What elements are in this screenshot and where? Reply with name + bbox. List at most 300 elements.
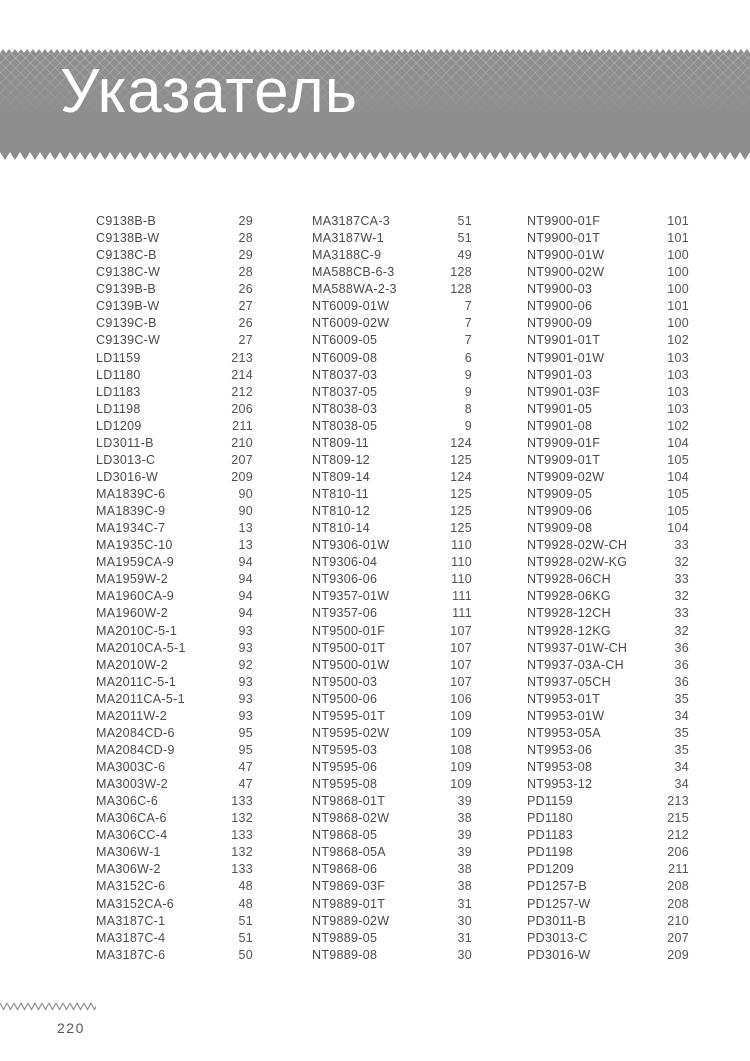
index-entry-page: 39 — [457, 845, 472, 860]
index-row — [312, 776, 472, 793]
index-entry-code: MA3188C-9 — [312, 248, 382, 263]
index-entry-code: MA2084CD-9 — [96, 742, 175, 757]
index-entry-page: 100 — [667, 282, 689, 297]
index-entry-code: MA306CA-6 — [96, 811, 167, 826]
index-row — [527, 691, 689, 708]
index-row — [312, 896, 472, 913]
index-entry-code: PD1180 — [527, 811, 574, 826]
index-row — [527, 435, 689, 452]
index-row — [527, 452, 689, 469]
index-row — [527, 657, 689, 674]
index-row — [312, 623, 472, 640]
index-entry-page: 109 — [450, 725, 472, 740]
index-entry-page: 133 — [231, 828, 253, 843]
index-entry-page: 94 — [238, 572, 253, 587]
index-entry-code: PD1183 — [527, 828, 574, 843]
index-row — [527, 861, 689, 878]
index-entry-code: PD1257-B — [527, 879, 588, 894]
index-entry-page: 209 — [667, 947, 689, 962]
index-entry-page: 38 — [457, 811, 472, 826]
index-row — [96, 247, 253, 264]
index-entry-code: NT809-14 — [312, 469, 370, 484]
index-entry-code: MA1960CA-9 — [96, 589, 175, 604]
index-row — [312, 810, 472, 827]
index-entry-page: 215 — [667, 811, 689, 826]
index-row — [527, 810, 689, 827]
index-entry-code: MA3152CA-6 — [96, 896, 175, 911]
index-entry-code: PD3016-W — [527, 947, 591, 962]
index-row — [96, 384, 253, 401]
index-row — [527, 418, 689, 435]
index-entry-code: MA588CB-6-3 — [312, 265, 395, 280]
index-row — [527, 896, 689, 913]
index-row — [312, 588, 472, 605]
index-row — [312, 281, 472, 298]
index-entry-page: 31 — [457, 930, 472, 945]
index-entry-code: MA3187C-6 — [96, 947, 166, 962]
index-row — [527, 537, 689, 554]
index-entry-code: C9138B-W — [96, 231, 160, 246]
index-entry-code: LD1209 — [96, 418, 142, 433]
index-entry-page: 208 — [667, 879, 689, 894]
index-entry-code: C9139C-W — [96, 333, 161, 348]
index-entry-code: NT9909-01T — [527, 452, 601, 467]
index-entry-code: LD3013-C — [96, 452, 156, 467]
index-entry-page: 111 — [452, 606, 472, 621]
index-entry-code: NT9595-02W — [312, 725, 390, 740]
index-row — [312, 486, 472, 503]
index-entry-page: 212 — [231, 384, 253, 399]
index-entry-code: NT9500-01T — [312, 640, 386, 655]
index-entry-page: 9 — [464, 418, 472, 433]
index-entry-code: NT9306-06 — [312, 572, 378, 587]
index-entry-code: NT9889-05 — [312, 930, 378, 945]
index-entry-code: NT9500-06 — [312, 691, 378, 706]
index-entry-code: NT8038-05 — [312, 418, 378, 433]
index-entry-page: 208 — [667, 896, 689, 911]
index-entry-code: NT9900-01F — [527, 214, 601, 228]
index-entry-code: LD1180 — [96, 367, 141, 382]
index-row — [96, 827, 253, 844]
index-row — [96, 588, 253, 605]
index-entry-code: PD1257-W — [527, 896, 591, 911]
index-entry-code: PD1209 — [527, 862, 574, 877]
index-row — [312, 640, 472, 657]
index-entry-code: NT809-11 — [312, 435, 370, 450]
index-entry-code: NT9928-02W-KG — [527, 555, 628, 570]
index-row — [96, 520, 253, 537]
index-row — [96, 861, 253, 878]
index-row — [527, 554, 689, 571]
index-entry-code: NT9928-12KG — [527, 623, 611, 638]
index-entry-page: 29 — [238, 214, 253, 228]
index-entry-code: C9138C-B — [96, 248, 157, 263]
index-entry-code: NT9901-03 — [527, 367, 593, 382]
index-entry-code: MA1839C-6 — [96, 487, 166, 501]
index-entry-code: NT9357-06 — [312, 606, 378, 621]
index-entry-page: 213 — [231, 350, 253, 365]
index-entry-page: 95 — [238, 742, 253, 757]
index-entry-page: 30 — [457, 913, 472, 928]
index-entry-code: MA1934C-7 — [96, 521, 166, 536]
index-entry-page: 9 — [464, 384, 472, 399]
index-row — [96, 315, 253, 332]
index-row — [96, 913, 253, 930]
index-row — [527, 332, 689, 349]
index-row — [527, 281, 689, 298]
index-entry-code: NT9595-01T — [312, 708, 386, 723]
index-row — [96, 486, 253, 503]
banner-background — [0, 53, 750, 152]
index-row — [312, 947, 472, 964]
index-entry-page: 48 — [238, 896, 253, 911]
index-entry-code: C9139C-B — [96, 316, 157, 331]
index-row — [527, 725, 689, 742]
index-entry-page: 108 — [450, 742, 472, 757]
index-entry-page: 49 — [457, 248, 472, 263]
index-row — [527, 930, 689, 947]
index-row — [96, 332, 253, 349]
index-entry-code: MA2011C-5-1 — [96, 674, 177, 689]
index-row — [527, 588, 689, 605]
index-entry-code: NT9901-03F — [527, 384, 601, 399]
index-entry-page: 93 — [238, 623, 253, 638]
index-entry-page: 103 — [667, 350, 689, 365]
index-row — [527, 384, 689, 401]
index-entry-page: 35 — [674, 691, 689, 706]
index-row — [312, 435, 472, 452]
index-entry-code: MA3003W-2 — [96, 777, 168, 792]
index-entry-code: NT810-11 — [312, 487, 370, 501]
index-entry-code: NT810-14 — [312, 521, 370, 536]
index-entry-code: NT9500-01F — [312, 623, 386, 638]
index-row — [527, 759, 689, 776]
index-entry-page: 107 — [450, 674, 472, 689]
index-row — [527, 247, 689, 264]
index-row — [527, 230, 689, 247]
index-row — [96, 230, 253, 247]
index-entry-page: 50 — [238, 947, 253, 962]
index-entry-page: 26 — [238, 282, 253, 297]
index-entry-code: NT9937-05CH — [527, 674, 611, 689]
index-row — [527, 605, 689, 622]
index-entry-page: 94 — [238, 606, 253, 621]
index-entry-page: 128 — [450, 265, 472, 280]
index-entry-page: 209 — [231, 469, 253, 484]
index-entry-code: MA306CC-4 — [96, 828, 168, 843]
index-entry-page: 38 — [457, 879, 472, 894]
index-entry-code: NT9928-12CH — [527, 606, 611, 621]
index-row — [527, 486, 689, 503]
index-entry-page: 125 — [450, 452, 472, 467]
index-row — [96, 844, 253, 861]
index-entry-page: 132 — [231, 845, 253, 860]
index-entry-page: 36 — [674, 657, 689, 672]
index-entry-code: NT9928-06KG — [527, 589, 611, 604]
index-entry-code: NT9953-12 — [527, 777, 593, 792]
index-entry-code: C9138B-B — [96, 214, 157, 228]
index-row — [312, 537, 472, 554]
index-entry-code: NT9901-01T — [527, 333, 601, 348]
index-entry-code: C9139B-W — [96, 299, 160, 314]
index-entry-code: NT9900-02W — [527, 265, 605, 280]
index-entry-code: LD1159 — [96, 350, 141, 365]
index-row — [527, 878, 689, 895]
index-row — [312, 913, 472, 930]
index-entry-page: 13 — [238, 538, 253, 553]
index-row — [312, 264, 472, 281]
index-entry-page: 132 — [231, 811, 253, 826]
index-row — [96, 537, 253, 554]
index-row — [312, 793, 472, 810]
index-entry-code: MA3187CA-3 — [312, 214, 391, 228]
index-row — [312, 674, 472, 691]
index-entry-page: 9 — [464, 367, 472, 382]
index-row — [527, 708, 689, 725]
index-entry-page: 34 — [674, 708, 689, 723]
index-entry-page: 48 — [238, 879, 253, 894]
index-row — [312, 298, 472, 315]
index-row — [312, 844, 472, 861]
index-row — [312, 725, 472, 742]
index-row — [96, 810, 253, 827]
index-entry-page: 94 — [238, 589, 253, 604]
index-entry-page: 107 — [450, 640, 472, 655]
index-entry-code: NT9953-01W — [527, 708, 605, 723]
index-entry-page: 211 — [232, 418, 253, 433]
index-entry-code: NT9868-05A — [312, 845, 386, 860]
index-entry-page: 93 — [238, 674, 253, 689]
index-entry-code: NT9900-06 — [527, 299, 593, 314]
index-entry-code: MA3187C-1 — [96, 913, 166, 928]
index-entry-page: 29 — [238, 248, 253, 263]
index-entry-code: PD1159 — [527, 794, 574, 809]
index-entry-page: 7 — [464, 333, 472, 348]
index-row — [96, 896, 253, 913]
index-entry-page: 105 — [667, 487, 689, 501]
index-entry-code: NT6009-08 — [312, 350, 378, 365]
index-entry-code: NT9909-06 — [527, 504, 593, 519]
index-entry-page: 206 — [231, 401, 253, 416]
index-row — [527, 469, 689, 486]
index-row — [312, 469, 472, 486]
index-entry-page: 32 — [674, 623, 689, 638]
index-row — [312, 350, 472, 367]
index-entry-code: MA1839C-9 — [96, 504, 166, 519]
index-row — [527, 913, 689, 930]
index-row — [96, 605, 253, 622]
index-row — [96, 469, 253, 486]
index-row — [96, 213, 253, 230]
index-entry-page: 33 — [674, 572, 689, 587]
index-entry-page: 101 — [667, 299, 689, 314]
index-row — [96, 930, 253, 947]
index-entry-code: NT9928-06CH — [527, 572, 611, 587]
index-entry-page: 101 — [667, 214, 689, 228]
index-row — [312, 367, 472, 384]
index-row — [96, 571, 253, 588]
page-title: Указатель — [60, 57, 359, 126]
page-number: 220 — [57, 1020, 85, 1036]
index-entry-code: MA3187C-4 — [96, 930, 166, 945]
index-row — [96, 674, 253, 691]
index-entry-code: MA3003C-6 — [96, 760, 166, 774]
index-entry-page: 51 — [238, 930, 253, 945]
index-row — [312, 708, 472, 725]
index-entry-page: 102 — [667, 418, 689, 433]
index-row — [312, 332, 472, 349]
index-entry-page: 33 — [674, 606, 689, 621]
index-entry-page: 51 — [457, 214, 472, 228]
index-entry-code: NT9889-01T — [312, 896, 386, 911]
index-entry-page: 110 — [451, 538, 472, 553]
index-entry-code: LD1183 — [96, 384, 141, 399]
index-entry-code: NT9500-03 — [312, 674, 378, 689]
index-entry-page: 124 — [450, 469, 472, 484]
index-row — [527, 350, 689, 367]
index-entry-page: 104 — [667, 435, 689, 450]
index-entry-code: NT9868-05 — [312, 828, 378, 843]
index-entry-page: 26 — [238, 316, 253, 331]
index-entry-code: C9139B-B — [96, 282, 157, 297]
index-entry-code: MA1959W-2 — [96, 572, 168, 587]
index-entry-page: 105 — [667, 504, 689, 519]
index-row — [527, 264, 689, 281]
index-entry-page: 33 — [674, 538, 689, 553]
index-row — [312, 315, 472, 332]
index-column-1 — [96, 213, 253, 964]
index-row — [312, 861, 472, 878]
index-row — [96, 725, 253, 742]
index-row — [312, 247, 472, 264]
index-entry-code: NT9928-02W-CH — [527, 538, 628, 553]
index-row — [312, 742, 472, 759]
index-entry-page: 100 — [667, 248, 689, 263]
index-row — [96, 350, 253, 367]
title-banner — [0, 49, 750, 160]
index-column-3 — [527, 213, 689, 964]
index-row — [312, 452, 472, 469]
index-entry-code: MA2084CD-6 — [96, 725, 175, 740]
index-entry-code: LD3016-W — [96, 469, 159, 484]
index-entry-code: MA3152C-6 — [96, 879, 166, 894]
index-entry-page: 110 — [451, 555, 472, 570]
index-entry-page: 35 — [674, 725, 689, 740]
index-entry-page: 103 — [667, 384, 689, 399]
index-entry-page: 125 — [450, 487, 472, 501]
index-row — [96, 878, 253, 895]
index-entry-page: 32 — [674, 555, 689, 570]
index-entry-page: 51 — [238, 913, 253, 928]
index-entry-code: NT9901-08 — [527, 418, 593, 433]
index-entry-page: 104 — [667, 521, 689, 536]
index-row — [312, 691, 472, 708]
index-entry-code: MA306C-6 — [96, 794, 159, 809]
index-row — [96, 742, 253, 759]
index-entry-page: 34 — [674, 760, 689, 774]
index-row — [96, 435, 253, 452]
index-row — [527, 298, 689, 315]
index-entry-code: NT9868-02W — [312, 811, 390, 826]
index-entry-page: 133 — [231, 794, 253, 809]
index-entry-code: C9138C-W — [96, 265, 161, 280]
index-entry-code: NT9357-01W — [312, 589, 390, 604]
index-row — [312, 401, 472, 418]
index-row — [96, 452, 253, 469]
index-entry-page: 125 — [450, 504, 472, 519]
index-entry-code: NT9909-08 — [527, 521, 593, 536]
index-entry-page: 38 — [457, 862, 472, 877]
index-entry-code: NT810-12 — [312, 504, 370, 519]
index-entry-page: 95 — [238, 725, 253, 740]
index-row — [312, 878, 472, 895]
index-entry-code: PD3011-B — [527, 913, 587, 928]
index-entry-page: 92 — [238, 657, 253, 672]
index-row — [527, 503, 689, 520]
index-entry-code: MA2010CA-5-1 — [96, 640, 186, 655]
index-entry-code: NT9595-08 — [312, 777, 378, 792]
index-entry-code: NT9901-05 — [527, 401, 593, 416]
index-entry-page: 93 — [238, 640, 253, 655]
index-row — [96, 401, 253, 418]
index-entry-page: 128 — [450, 282, 472, 297]
index-entry-code: NT9953-06 — [527, 742, 593, 757]
index-row — [96, 776, 253, 793]
index-entry-page: 94 — [238, 555, 253, 570]
index-entry-code: MA1935C-10 — [96, 538, 173, 553]
index-column-2 — [312, 213, 472, 964]
index-entry-page: 109 — [450, 708, 472, 723]
index-row — [96, 554, 253, 571]
index-entry-code: PD1198 — [527, 845, 574, 860]
index-entry-page: 104 — [667, 469, 689, 484]
index-entry-page: 28 — [238, 265, 253, 280]
index-row — [312, 384, 472, 401]
index-entry-page: 124 — [450, 435, 472, 450]
index-entry-code: NT9953-08 — [527, 760, 593, 774]
index-entry-page: 47 — [238, 777, 253, 792]
index-entry-code: NT6009-01W — [312, 299, 390, 314]
index-entry-page: 90 — [238, 487, 253, 501]
index-row — [527, 640, 689, 657]
index-row — [96, 947, 253, 964]
index-row — [312, 827, 472, 844]
index-entry-page: 211 — [668, 862, 689, 877]
index-row — [527, 401, 689, 418]
index-entry-code: NT9595-03 — [312, 742, 378, 757]
index-row — [527, 520, 689, 537]
index-entry-code: NT9937-01W-CH — [527, 640, 628, 655]
index-row — [527, 367, 689, 384]
index-entry-code: NT9889-02W — [312, 913, 390, 928]
index-row — [527, 742, 689, 759]
index-row — [96, 623, 253, 640]
index-row — [312, 418, 472, 435]
index-entry-page: 105 — [667, 452, 689, 467]
index-entry-page: 109 — [450, 760, 472, 774]
footer-zigzag-icon — [0, 1000, 96, 1012]
index-entry-page: 27 — [238, 333, 253, 348]
index-row — [312, 657, 472, 674]
index-entry-page: 93 — [238, 708, 253, 723]
index-row — [527, 947, 689, 964]
index-entry-page: 212 — [667, 828, 689, 843]
index-entry-page: 107 — [450, 623, 472, 638]
index-entry-page: 90 — [238, 504, 253, 519]
index-entry-page: 34 — [674, 777, 689, 792]
index-row — [312, 554, 472, 571]
index-row — [312, 230, 472, 247]
